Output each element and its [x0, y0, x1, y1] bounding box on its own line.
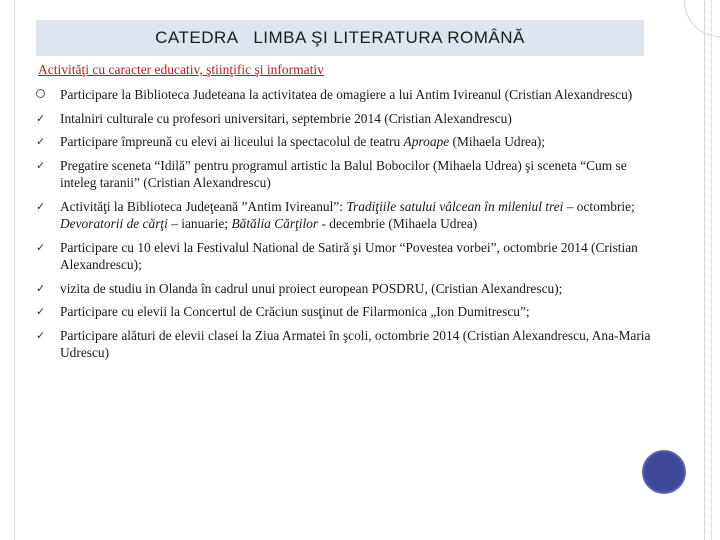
list-item-text — [60, 280, 656, 298]
list-item — [36, 198, 656, 233]
checkmark-icon: ✓ — [36, 111, 46, 125]
checkmark-icon: ✓ — [36, 135, 46, 148]
text-segment: Participare alături de elevii clasei la Ziua Armatei în şcoli, octombrie 2014 (Cristian Alexandrescu, Ana-Maria Udrescu) — [60, 327, 651, 360]
checkmark-icon: ✓ — [36, 328, 46, 342]
italic-title: Tradiţiile satului vâlcean în mileniul trei — [346, 198, 564, 214]
list-item — [36, 280, 656, 298]
page-title: CATEDRA LIMBA ŞI LITERATURA ROMÂNĂ — [155, 28, 525, 47]
list-item — [36, 327, 656, 362]
text-segment: (Mihaela Udrea); — [449, 134, 546, 149]
text-segment: Pregatire sceneta “Idilă” pentru programul artistic la Balul Bobocilor (Mihaela Udrea) şi sceneta “Cum se inteleg taranii” (Cristian Alexandrescu) — [60, 157, 627, 190]
checkmark-icon: ✓ — [36, 240, 46, 254]
text-segment: – ianuarie; — [167, 216, 232, 231]
checkmark-icon: ✓ — [36, 281, 46, 295]
text-segment: Activităţi la Biblioteca Judeţeană ”Antim Ivireanul”: — [60, 198, 347, 214]
text-segment: Participare la Biblioteca Judeteana la activitatea de omagiere a lui Antim Ivireanul (Cristian Alexandrescu) — [60, 87, 633, 102]
italic-title: Bătălia Cărţilor — [231, 216, 319, 231]
checkmark-icon: ✓ — [36, 199, 46, 213]
list-item-text — [60, 133, 656, 151]
text-segment: – octombrie; — [563, 198, 635, 214]
text-segment: Intalniri culturale cu profesori universitari, septembrie 2014 (Cristian Alexandrescu) — [60, 110, 512, 126]
text-segment: Participare cu 10 elevi la Festivalul National de Satiră şi Umor “Povestea vorbei”, octombrie 2014 (Cristian Alexandrescu); — [60, 239, 638, 272]
list-item — [36, 110, 656, 128]
list-item — [36, 86, 656, 104]
list-item-text — [60, 157, 656, 192]
text-segment: vizita de studiu in Olanda în cadrul unui proiect european POSDRU, (Cristian Alexandrescu); — [60, 280, 563, 296]
ring-bullet-icon — [36, 86, 60, 104]
list-item — [36, 303, 656, 321]
list-item-text — [60, 239, 656, 274]
italic-title: Aproape — [403, 134, 450, 149]
list-item-text — [60, 110, 656, 128]
list-item — [36, 133, 656, 151]
corner-decoration — [684, 0, 720, 37]
list-item-text — [60, 86, 656, 104]
activity-list — [36, 86, 656, 368]
section-subtitle: Activităţi cu caracter educativ, ştiinţific şi informativ — [38, 62, 324, 77]
list-item-text — [60, 198, 656, 233]
text-segment: - decembrie (Mihaela Udrea) — [318, 216, 478, 231]
italic-title: Devoratorii de cărţi — [60, 216, 168, 231]
checkmark-icon: ✓ — [36, 158, 46, 172]
slide-right-border — [704, 0, 720, 540]
slide-circle-decoration — [642, 450, 686, 494]
slide-right-dotted-line — [711, 0, 712, 540]
list-item — [36, 239, 656, 274]
list-item — [36, 157, 656, 192]
slide-left-border — [0, 0, 15, 540]
text-segment: Participare cu elevii la Concertul de Crăciun susţinut de Filarmonica „Ion Dumitrescu”; — [60, 304, 530, 319]
list-item-text — [60, 327, 656, 362]
title-bar — [36, 20, 644, 56]
text-segment: Participare împreună cu elevi ai liceului la spectacolul de teatru — [60, 134, 404, 149]
list-item-text — [60, 303, 656, 321]
checkmark-icon: ✓ — [36, 305, 46, 318]
